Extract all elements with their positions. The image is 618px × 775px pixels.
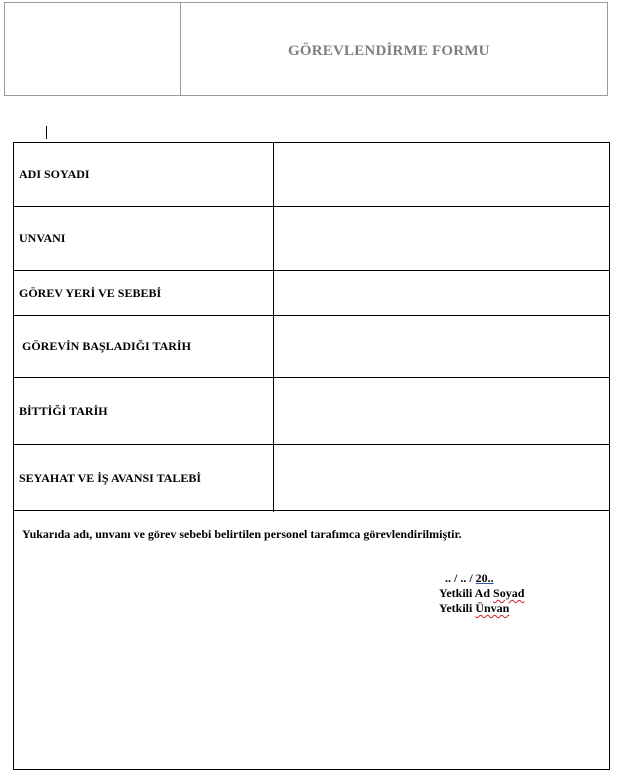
row-start-date [14,316,609,378]
form-header [4,2,608,96]
title-prefix: Yetkili [439,601,476,615]
row-end-date [14,378,609,445]
title-word: Ünvan [475,601,510,615]
label-start-date: GÖREVİN BAŞLADIĞI TARİH [14,316,274,377]
logo-placeholder-cell [5,3,181,95]
label-advance-request: SEYAHAT VE İŞ AVANSI TALEBİ [14,445,274,512]
value-start-date[interactable] [274,316,609,377]
signer-title [439,601,509,616]
approval-statement: Yukarıda adı, unvanı ve görev sebebi belirtilen personel tarafımca görevlendirilmiştir. [22,527,462,541]
value-duty-place[interactable] [274,271,609,315]
label-end-date: BİTTİĞİ TARİH [14,378,274,444]
signer-prefix: Yetkili Ad [439,586,494,600]
signer-surname-word: Soyad [493,586,525,600]
form-title: GÖREVLENDİRME FORMU [288,43,490,59]
value-name[interactable] [274,143,609,206]
row-duty-place [14,271,609,316]
signature-date [445,571,494,586]
value-title[interactable] [274,207,609,270]
label-title: UNVANI [14,207,274,270]
row-title [14,207,609,271]
label-duty-place: GÖREV YERİ VE SEBEBİ [14,271,274,315]
text-cursor [46,126,47,139]
signer-name [439,586,524,601]
row-advance-request [14,445,609,512]
label-name: ADI SOYADI [14,143,274,206]
personnel-info-table [13,142,610,511]
value-end-date[interactable] [274,378,609,444]
value-advance-request[interactable] [274,445,609,512]
date-prefix: .. / .. / [445,571,476,585]
row-name [14,143,609,207]
approval-section [13,510,610,770]
date-year: 20.. [475,571,494,585]
